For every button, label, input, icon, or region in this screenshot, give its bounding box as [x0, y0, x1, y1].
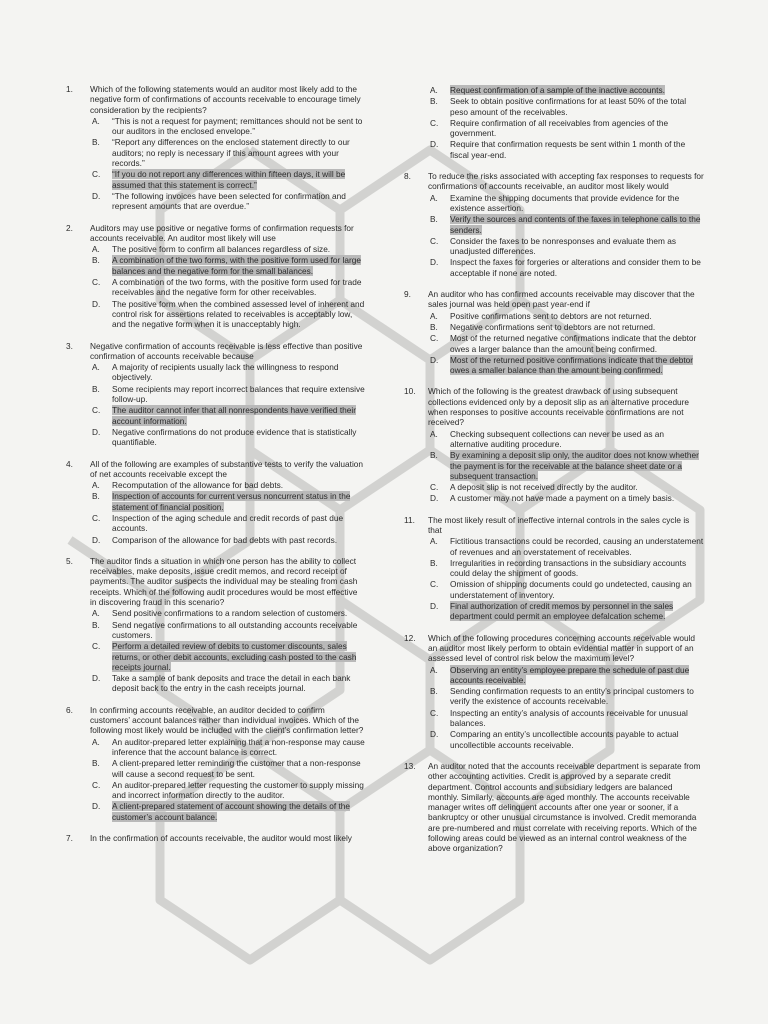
answer-option	[428, 322, 704, 332]
option-letter: D.	[92, 801, 101, 812]
answer-option	[90, 758, 366, 779]
answer-option	[90, 277, 366, 298]
option-letter: C.	[92, 779, 101, 790]
question-stem: An auditor noted that the accounts receivable department is separate from other accounting activities. Credit is approved by a separate credit department. Control accounts and subsidiary ledgers are balanced monthly. Similarly, accounts are aged monthly. The accounts receivable manager writes off delinquent accounts after one year or sooner, if a bankruptcy or other unusual circumstance is involved. Credit memoranda are pre-numbered and must correlate with receiving reports. Which of the following areas could be viewed as an internal control weakness of the above organization?	[428, 760, 701, 854]
option-letter: C.	[92, 512, 101, 523]
option-letter: C.	[430, 235, 439, 246]
question-continuation	[404, 85, 704, 160]
option-text: Some recipients may report incorrect balances that require extensive follow-up.	[112, 383, 365, 405]
answer-option	[428, 96, 704, 117]
question-number: 6.	[66, 704, 73, 715]
option-text: Irregularities in recording transactions in the subsidiary accounts could delay the shipment of goods.	[450, 557, 687, 579]
option-text: A deposit slip is not received directly by the auditor.	[450, 482, 638, 493]
question-stem: Which of the following procedures concerning accounts receivable would an auditor most likely perform to obtain evidential matter in support of an assessed level of control risk below the maximum level?	[428, 632, 696, 664]
highlighted-answer-text: Inspection of accounts for current versus noncurrent status in the statement of financial position.	[112, 491, 351, 512]
option-text: Take a sample of bank deposits and trace the detail in each bank deposit back to the entry in the cash receipts journal.	[112, 673, 351, 694]
option-letter: B.	[430, 557, 438, 568]
option-text: Examine the shipping documents that provide evidence for the existence assertion.	[450, 192, 680, 213]
option-letter: B.	[92, 491, 100, 502]
answer-option	[90, 244, 366, 254]
answer-option	[90, 608, 366, 618]
answer-option	[428, 493, 704, 503]
highlighted-answer-text: The auditor cannot infer that all nonrespondents have verified their account information.	[112, 405, 356, 426]
option-letter: A.	[92, 244, 100, 255]
answer-option	[90, 427, 366, 448]
question-7	[66, 833, 366, 843]
question-11	[404, 515, 704, 622]
option-letter: D.	[92, 673, 101, 684]
option-text: Checking subsequent collections can never be used as an alternative auditing procedure.	[450, 428, 665, 449]
question-number: 4.	[66, 458, 73, 469]
option-letter: C.	[430, 482, 439, 493]
answer-option	[428, 355, 704, 376]
question-8	[404, 171, 704, 278]
option-letter: A.	[92, 480, 100, 491]
option-text: Require confirmation of all receivables from agencies of the government.	[450, 117, 669, 139]
question-2	[66, 223, 366, 330]
question-5	[66, 556, 366, 694]
option-text: A customer may not have made a payment on a timely basis.	[450, 493, 675, 504]
answer-option	[90, 169, 366, 190]
option-letter: A.	[430, 85, 438, 95]
option-letter: B.	[92, 758, 100, 769]
option-text: “This is not a request for payment; remittances should not be sent to our auditors in the enclosed envelope.”	[112, 115, 363, 137]
option-text: Comparison of the allowance for bad debts with past records.	[112, 534, 338, 545]
option-letter: A.	[430, 536, 438, 547]
answer-option	[428, 118, 704, 139]
option-letter: D.	[92, 298, 101, 309]
question-stem: Negative confirmation of accounts receivable is less effective than positive confirmation of accounts receivable because	[90, 340, 363, 361]
option-letter: C.	[430, 333, 439, 344]
answer-option	[90, 362, 366, 383]
option-text: The positive form to confirm all balances regardless of size.	[112, 244, 331, 255]
question-stem: An auditor who has confirmed accounts receivable may discover that the sales journal was held open past year-end if	[428, 289, 695, 310]
answer-option	[90, 737, 366, 758]
option-text: Comparing an entity’s uncollectible accounts payable to actual uncollectible accounts receivable.	[450, 729, 679, 750]
option-letter: B.	[430, 96, 438, 107]
answer-option	[90, 405, 366, 426]
highlighted-answer-text: Verify the sources and contents of the faxes in telephone calls to the senders.	[450, 214, 701, 235]
option-text: The positive form when the combined assessed level of inherent and control risk for assertions related to receivables is acceptably low, and the negative form when it is unacceptably high.	[112, 298, 365, 330]
option-text: Omission of shipping documents could go undetected, causing an understatement of inventory.	[450, 579, 692, 600]
highlighted-answer-text: A client-prepared statement of account showing the details of the customer’s account balance.	[112, 801, 350, 822]
question-stem: Auditors may use positive or negative forms of confirmation requests for accounts receivable. An auditor most likely will use	[90, 222, 354, 243]
answer-option	[428, 311, 704, 321]
answer-option	[428, 214, 704, 235]
option-text: Positive confirmations sent to debtors are not returned.	[450, 310, 652, 321]
question-number: 2.	[66, 222, 73, 233]
highlighted-answer-text: Most of the returned positive confirmations indicate that the debtor owes a smaller balance than the amount being confirmed.	[450, 354, 694, 376]
option-text: “Report any differences on the enclosed statement directly to our auditors; no reply is necessary if this amount agrees with your records.”	[112, 137, 350, 169]
answer-option	[428, 85, 704, 95]
option-letter: A.	[430, 664, 438, 675]
answer-option	[428, 729, 704, 750]
option-letter: A.	[92, 608, 100, 619]
question-stem: The auditor finds a situation in which one person has the ability to collect receivables, make deposits, issue credit memos, and record receipt of payments. The auditor suspects the individual may be stealing from cash receipts. Which of the following audit procedures would be most effective in discovering fraud in this scenario?	[90, 555, 358, 608]
answer-option	[90, 191, 366, 212]
question-9	[404, 289, 704, 375]
question-stem: To reduce the risks associated with accepting fax responses to requests for confirmations of accounts receivable, an auditor most likely would	[428, 171, 704, 192]
answer-option	[90, 299, 366, 330]
highlighted-answer-text: A combination of the two forms, with the positive form used for large balances and the negative form for the small balances.	[112, 255, 362, 276]
option-text: Inspecting an entity’s analysis of accounts receivable for unusual balances.	[450, 707, 688, 729]
option-letter: A.	[92, 362, 100, 373]
option-text: Negative confirmations do not produce evidence that is statistically quantifiable.	[112, 426, 357, 448]
question-stem: In the confirmation of accounts receivable, the auditor would most likely	[90, 833, 352, 843]
option-text: A client-prepared letter reminding the customer that a non-response will cause a second request to be sent.	[112, 758, 361, 779]
question-number: 13.	[404, 760, 416, 771]
question-stem: Which of the following is the greatest drawback of using subsequent collections evidenced only by a deposit slip as an alternative procedure when responses to positive accounts receivable confirmations are not received?	[428, 386, 690, 428]
answer-option	[90, 491, 366, 512]
option-text: “The following invoices have been selected for confirmation and represent amounts that are overdue.”	[112, 190, 346, 212]
option-letter: D.	[92, 426, 101, 437]
option-letter: D.	[430, 493, 439, 504]
option-text: Inspect the faxes for forgeries or alterations and consider them to be acceptable if none are noted.	[450, 257, 701, 278]
option-letter: B.	[430, 450, 438, 461]
option-letter: A.	[92, 115, 100, 126]
option-letter: D.	[92, 190, 101, 201]
option-letter: C.	[92, 277, 101, 288]
question-number: 9.	[404, 289, 411, 300]
option-letter: D.	[430, 257, 439, 268]
option-letter: D.	[430, 354, 439, 365]
option-letter: D.	[92, 534, 101, 545]
answer-option	[428, 708, 704, 729]
question-1	[66, 84, 366, 212]
option-text: Require that confirmation requests be sent within 1 month of the fiscal year-end.	[450, 139, 686, 160]
option-letter: A.	[430, 192, 438, 203]
right-column	[404, 84, 704, 865]
option-letter: C.	[92, 405, 101, 416]
question-number: 10.	[404, 386, 416, 397]
answer-option	[428, 579, 704, 600]
highlighted-answer-text: Request confirmation of a sample of the inactive accounts.	[450, 85, 665, 95]
answer-option	[428, 429, 704, 450]
option-letter: A.	[430, 310, 438, 321]
answer-option	[428, 601, 704, 622]
answer-option	[90, 513, 366, 534]
question-number: 12.	[404, 632, 416, 643]
question-stem: The most likely result of ineffective internal controls in the sales cycle is that	[428, 514, 690, 535]
option-letter: D.	[430, 729, 439, 740]
question-4	[66, 459, 366, 545]
answer-option	[90, 384, 366, 405]
option-text: Recomputation of the allowance for bad debts.	[112, 480, 284, 491]
answer-option	[428, 536, 704, 557]
highlighted-answer-text: By examining a deposit slip only, the auditor does not know whether the payment is for the receivable at the balance sheet date or a subsequent transaction.	[450, 450, 699, 481]
option-letter: A.	[92, 736, 100, 747]
answer-option	[90, 116, 366, 137]
question-stem: All of the following are examples of substantive tests to verify the valuation of net accounts receivable except the	[90, 458, 364, 479]
answer-option	[90, 255, 366, 276]
answer-option	[90, 620, 366, 641]
option-text: Send positive confirmations to a random selection of customers.	[112, 608, 348, 619]
option-letter: B.	[430, 321, 438, 332]
answer-option	[90, 780, 366, 801]
option-text: A majority of recipients usually lack the willingness to respond objectively.	[112, 362, 339, 383]
option-letter: B.	[92, 255, 100, 266]
question-stem: Which of the following statements would an auditor most likely add to the negative form of confirmations of accounts receivable to encourage timely consideration by the recipients?	[90, 84, 361, 115]
option-letter: B.	[92, 137, 100, 148]
option-text: Consider the faxes to be nonresponses and evaluate them as unadjusted differences.	[450, 235, 677, 257]
question-number: 5.	[66, 555, 73, 566]
question-6	[66, 705, 366, 822]
option-letter: B.	[92, 619, 100, 630]
answer-option	[90, 801, 366, 822]
highlighted-answer-text: Observing an entity’s employee prepare the schedule of past due accounts receivable.	[450, 664, 690, 685]
answer-option	[428, 139, 704, 160]
option-letter: B.	[430, 214, 438, 225]
answer-option	[428, 482, 704, 492]
option-text: A combination of the two forms, with the positive form used for trade receivables and the negative form for other receivables.	[112, 277, 362, 298]
answer-option	[90, 480, 366, 490]
question-stem: In confirming accounts receivable, an auditor decided to confirm customers’ account balances rather than individual invoices. Which of the following most likely would be included with the client’s confirmation letter?	[90, 704, 364, 736]
answer-option	[428, 665, 704, 686]
option-letter: C.	[430, 707, 439, 718]
option-text: Most of the returned negative confirmations indicate that the debtor owes a larger balance than the amount being confirmed.	[450, 333, 697, 354]
option-text: Seek to obtain positive confirmations for at least 50% of the total peso amount of the receivables.	[450, 96, 687, 117]
answer-option	[428, 686, 704, 707]
answer-option	[90, 641, 366, 672]
question-13	[404, 761, 704, 854]
answer-option	[428, 193, 704, 214]
answer-option	[428, 333, 704, 354]
option-letter: D.	[430, 601, 439, 612]
option-letter: A.	[430, 428, 438, 439]
option-text: An auditor-prepared letter explaining that a non-response may cause inference that the account balance is correct.	[112, 736, 365, 757]
option-text: Sending confirmation requests to an entity’s principal customers to verify the existence of accounts receivable.	[450, 686, 694, 707]
option-text: Send negative confirmations to all outstanding accounts receivable customers.	[112, 619, 358, 640]
option-text: Negative confirmations sent to debtors are not returned.	[450, 321, 656, 332]
question-number: 3.	[66, 340, 73, 351]
left-column	[66, 84, 366, 854]
answer-option	[90, 535, 366, 545]
option-letter: B.	[92, 383, 100, 394]
highlighted-answer-text: Perform a detailed review of debits to customer discounts, sales returns, or other debit accounts, excluding cash posted to the cash receipts journal.	[112, 641, 357, 672]
answer-option	[428, 450, 704, 481]
option-letter: C.	[430, 579, 439, 590]
question-3	[66, 341, 366, 448]
question-number: 11.	[404, 514, 415, 525]
option-letter: C.	[92, 641, 101, 652]
option-text: An auditor-prepared letter requesting the customer to supply missing and incorrect information directly to the auditor.	[112, 779, 364, 801]
option-letter: B.	[430, 686, 438, 697]
question-number: 1.	[66, 84, 73, 94]
answer-option	[428, 257, 704, 278]
option-letter: D.	[430, 139, 439, 150]
option-text: Fictitious transactions could be recorded, causing an understatement of revenues and an overstatement of receivables.	[450, 536, 704, 557]
question-number: 7.	[66, 833, 73, 843]
answer-option	[90, 137, 366, 168]
question-12	[404, 633, 704, 750]
answer-option	[90, 673, 366, 694]
answer-option	[428, 236, 704, 257]
question-10	[404, 386, 704, 503]
option-text: Inspection of the aging schedule and credit records of past due accounts.	[112, 512, 344, 534]
answer-option	[428, 558, 704, 579]
highlighted-answer-text: Final authorization of credit memos by personnel in the sales department could permit an employee defalcation scheme.	[450, 601, 674, 622]
highlighted-answer-text: “If you do not report any differences within fifteen days, it will be assumed that this statement is correct.”	[112, 169, 346, 190]
question-number: 8.	[404, 171, 411, 182]
option-letter: C.	[92, 169, 101, 180]
option-letter: C.	[430, 117, 439, 128]
